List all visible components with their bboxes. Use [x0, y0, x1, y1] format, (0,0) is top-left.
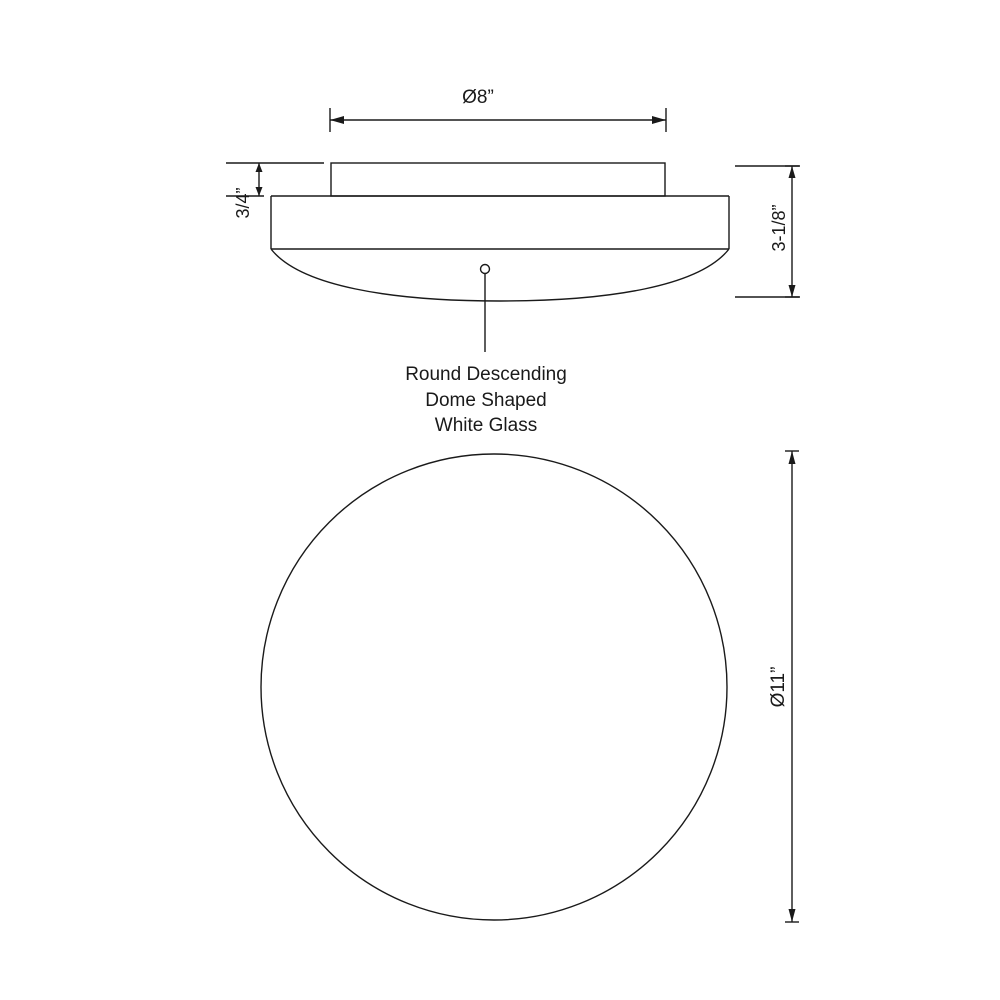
fixture-side-elevation [271, 163, 729, 301]
overall-height-label: 3-1/8” [768, 204, 789, 252]
glass-callout-line-1: Round Descending [405, 364, 567, 385]
plan-view-circle [261, 454, 727, 920]
glass-callout-line-2: Dome Shaped [425, 389, 547, 411]
shade-diameter-label: Ø11” [768, 666, 790, 708]
glass-callout [405, 362, 567, 439]
top-diameter-label: Ø8” [462, 87, 494, 108]
canopy-thickness-label: 3/4” [232, 187, 253, 219]
glass-callout-line-3: White Glass [434, 415, 538, 437]
top-diameter-dimension [330, 108, 666, 132]
glass-callout-leader [481, 265, 490, 353]
